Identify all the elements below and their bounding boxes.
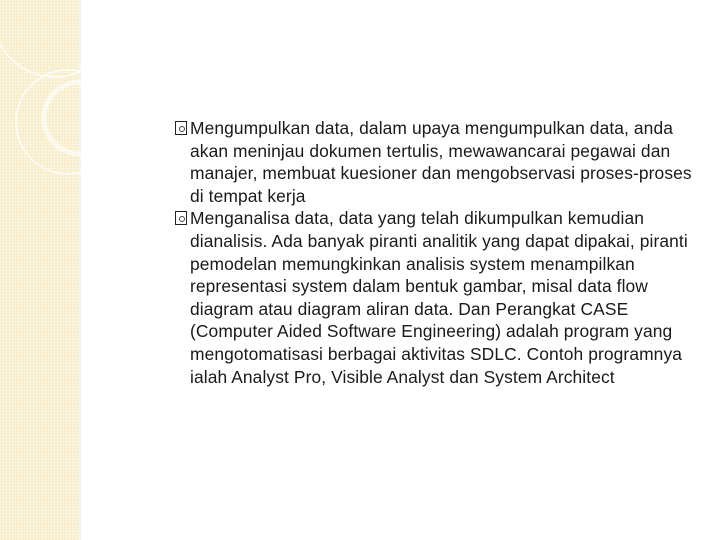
- bullet-item: [174, 117, 694, 207]
- slide-content: [174, 117, 694, 388]
- box-bullet-icon: [175, 211, 187, 225]
- panel-divider: [79, 0, 81, 540]
- box-bullet-icon: [175, 121, 187, 135]
- bullet-text: Mengumpulkan data, dalam upaya mengumpulkan data, anda akan meninjau dokumen tertulis, mewawancarai pegawai dan manajer, membuat kuesioner dan mengobservasi proses-proses di tempat kerja: [190, 118, 692, 206]
- bullet-item: [174, 207, 694, 388]
- bullet-text: Menganalisa data, data yang telah dikumpulkan kemudian dianalisis. Ada banyak piranti analitik yang dapat dipakai, piranti pemodelan memungkinkan analisis system menampilkan representasi system dalam bentuk gambar, misal data flow diagram atau diagram aliran data. Dan Perangkat CASE (Computer Aided Software Engineering) adalah program yang mengotomatisasi berbagai aktivitas SDLC. Contoh programnya ialah Analyst Pro, Visible Analyst dan System Architect: [190, 208, 688, 387]
- decorative-side-panel: [0, 0, 79, 540]
